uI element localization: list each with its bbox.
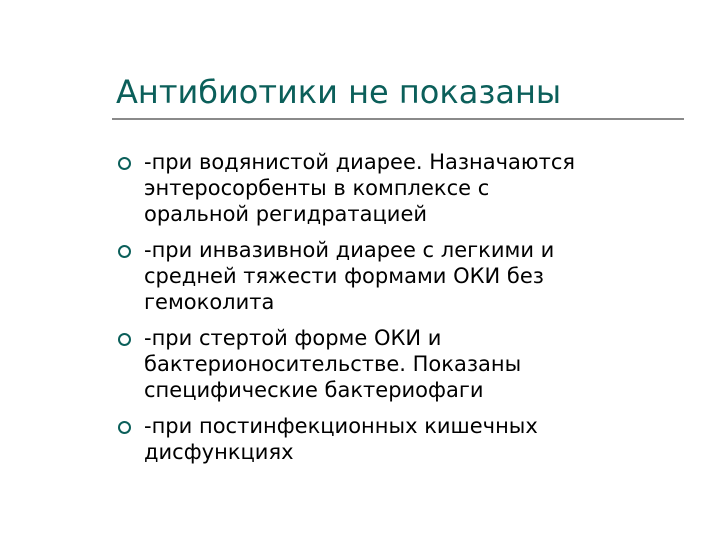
bullet-line: оральной регидратацией — [144, 202, 428, 226]
bullet-item — [118, 237, 678, 315]
bullet-item — [118, 325, 678, 403]
bullet-line: гемоколита — [144, 290, 275, 314]
circle-bullet-icon — [118, 157, 131, 170]
bullet-line: бактерионосительстве. Показаны — [144, 352, 522, 376]
bullet-line: -при водянистой диарее. Назначаются — [144, 150, 576, 174]
bullet-list — [118, 149, 678, 475]
circle-bullet-icon — [118, 245, 131, 258]
bullet-item — [118, 149, 678, 227]
bullet-line: специфические бактериофаги — [144, 378, 484, 402]
title-divider — [112, 118, 684, 120]
circle-bullet-icon — [118, 333, 131, 346]
bullet-line: -при инвазивной диарее с легкими и — [144, 238, 555, 262]
bullet-line: -при стертой форме ОКИ и — [144, 326, 442, 350]
bullet-line: средней тяжести формами ОКИ без — [144, 264, 544, 288]
bullet-item — [118, 413, 678, 465]
slide-title: Антибиотики не показаны — [116, 73, 562, 111]
bullet-line: энтеросорбенты в комплексе с — [144, 176, 490, 200]
bullet-line: дисфункциях — [144, 440, 294, 464]
bullet-line: -при постинфекционных кишечных — [144, 414, 538, 438]
circle-bullet-icon — [118, 421, 131, 434]
